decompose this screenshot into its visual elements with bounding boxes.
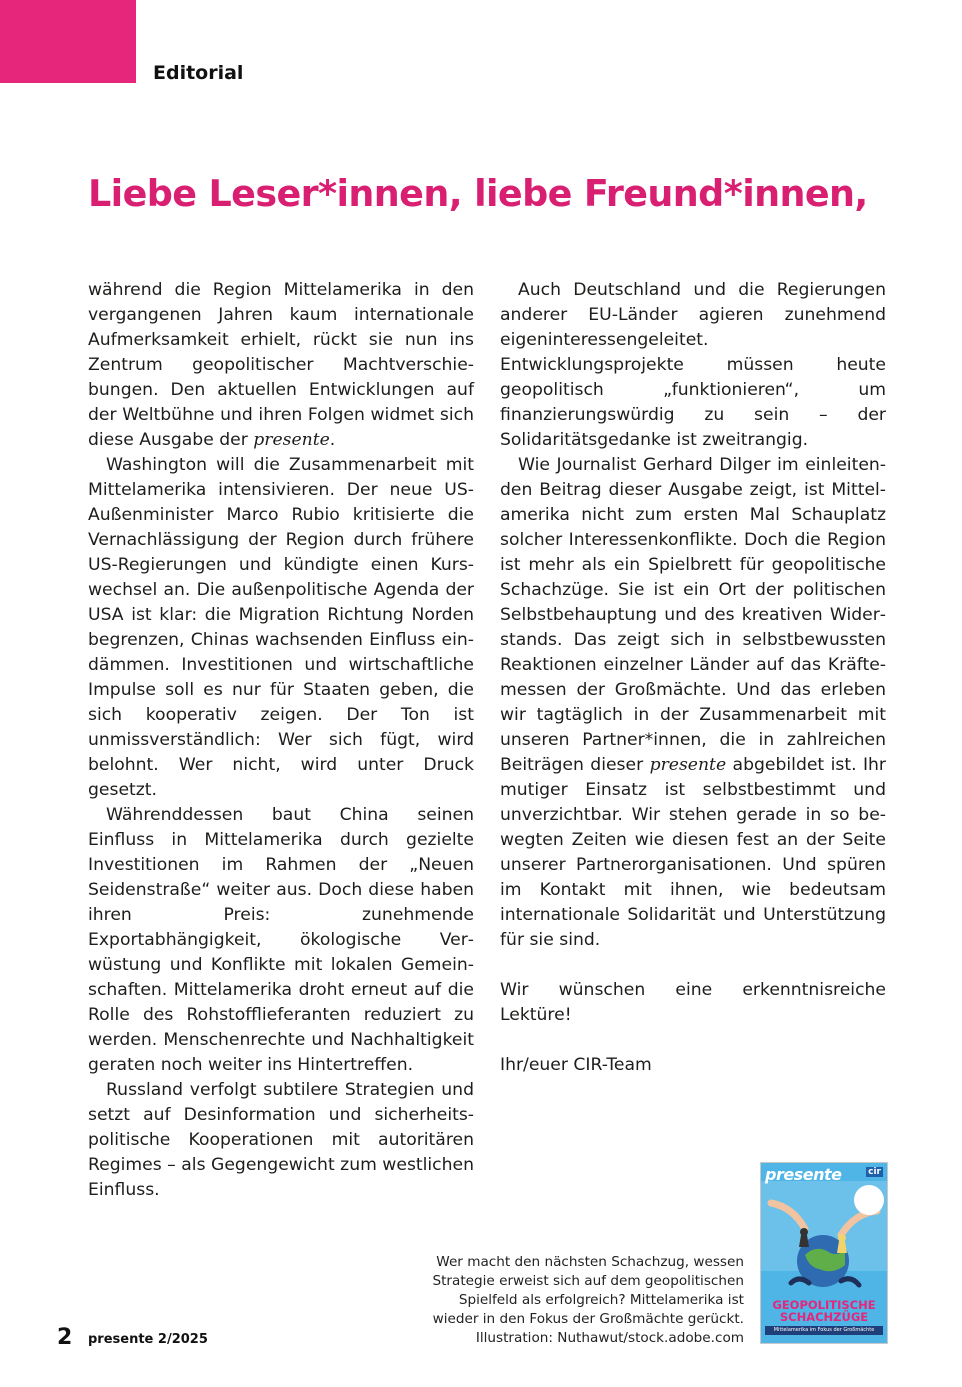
issue-label: presente 2/2025 <box>88 1332 208 1347</box>
paragraph-china: Währenddessen baut China seinen Einfluss in Mittelamerika durch gezielte Investitionen im Rahmen der „Neuen Seidenstraße“ weiter aus. Doch diese haben ihren Preis: zunehmende Exportabhängigkeit, ökologische Verwüstung und Konflikte mit lokalen Gemeinschaften. Mittelamerika droht erneut auf die Rolle des Rohstofflieferanten reduziert zu werden. Menschenrechte und Nachhaltigkeit geraten noch weiter ins Hintertreffen. <box>88 805 474 1075</box>
headline: Liebe Leser*innen, liebe Freund*innen, <box>88 172 868 215</box>
paragraph-intro <box>88 278 474 453</box>
signature: Ihr/euer CIR-Team <box>500 1055 652 1075</box>
magazine-name: presente <box>649 755 727 775</box>
paragraph-partners-end: abgebildet ist. Ihr mutiger Einsatz ist selbstbestimmt und unverzichtbar. Wir stehen gerade in so bewegten Zeiten wie diesen fest an der Seite unserer Partnerorganisationen. Und spüren im Kontakt mit ihnen, wie bedeutsam internationale Solidarität und Unterstützung für sie sind. <box>500 755 887 950</box>
paragraph-partners <box>500 453 886 953</box>
paragraph-usa: Washington will die Zusammenarbeit mit Mittelamerika intensivieren. Der neue US-Außenminister Marco Rubio kritisierte die Vernachlässigung der Region durch frühere US-Regierungen und kündigte einen Kurswechsel an. Die außenpolitische Agenda der USA ist klar: die Migration Richtung Norden begrenzen, Chinas wachsenden Einfluss eindämmen. Investitionen und wirtschaftliche Impulse soll es nur für Staaten geben, die sich kooperativ zeigen. Der Ton ist unmissverständlich: Wer sich fügt, wird belohnt. Wer nicht, wird unter Druck gesetzt. <box>88 455 474 800</box>
section-label: Editorial <box>153 62 244 84</box>
cover-title: GEOPOLITISCHE SCHACHZÜGE <box>772 1298 876 1324</box>
cover-subtitle: Mittelamerika im Fokus der Großmächte <box>765 1326 883 1335</box>
magazine-name: presente <box>253 430 330 450</box>
cover-badge <box>854 1185 884 1215</box>
closing-line: Wir wünschen eine erkenntnisreiche Lektüre! <box>500 980 886 1025</box>
paragraph-russia: Russland verfolgt subtilere Strategien und setzt auf Desinformation und sicherheitspolitische Kooperationen mit autoritären Regimes – als Gegengewicht zum westlichen Einfluss. <box>88 1080 474 1200</box>
section-color-block <box>0 0 136 83</box>
magazine-cover-image <box>760 1162 888 1344</box>
paragraph-intro-text: während die Region Mittelamerika in den vergangenen Jahren kaum internationale Aufmerksamkeit erhielt, rückt sie nun ins Zentrum geopolitischer Machtverschiebungen. Den aktuellen Entwicklungen auf der Weltbühne und ihren Folgen widmet sich diese Ausgabe der <box>88 280 474 450</box>
left-column <box>88 278 474 1203</box>
paragraph-germany-eu: Auch Deutschland und die Regierungen anderer EU-Länder agieren zunehmend eigeninteressengeleitet. Entwicklungsprojekte müssen heute geopolitisch „funktionieren“, um finanzierungswürdig zu sein – der Solidaritätsgedanke ist zweitrangig. <box>500 280 886 450</box>
image-caption: Wer macht den nächsten Schachzug, wessen Strategie erweist sich auf dem geopolitischen Spielfeld als erfolgreich? Mittelamerika ist wieder in den Fokus der Großmächte gerückt. Illustration: Nuthawut/stock.adobe.com <box>432 1254 744 1346</box>
right-column <box>500 278 886 1078</box>
cover-logo: cir <box>868 1167 881 1177</box>
cover-brand: presente <box>765 1165 842 1184</box>
paragraph-intro-end: . <box>329 430 336 450</box>
paragraph-partners-text: Wie Journalist Gerhard Dilger im einleitenden Beitrag dieser Ausgabe zeigt, ist Mittelamerika nicht zum ersten Mal Schauplatz solcher Interessenkonflikte. Doch die Region ist mehr als ein Spielbrett für geopolitische Schachzüge. Sie ist ein Ort der politischen Selbstbehauptung und des kreativen Widerstands. Das zeigt sich in selbstbewussten Reaktionen einzelner Länder auf das Kräftemessen der Großmächte. Und das erleben wir tagtäglich in der Zusammenarbeit mit unseren Partner*innen, die in zahlreichen Beiträgen dieser <box>500 455 886 775</box>
page-number: 2 <box>57 1325 73 1350</box>
